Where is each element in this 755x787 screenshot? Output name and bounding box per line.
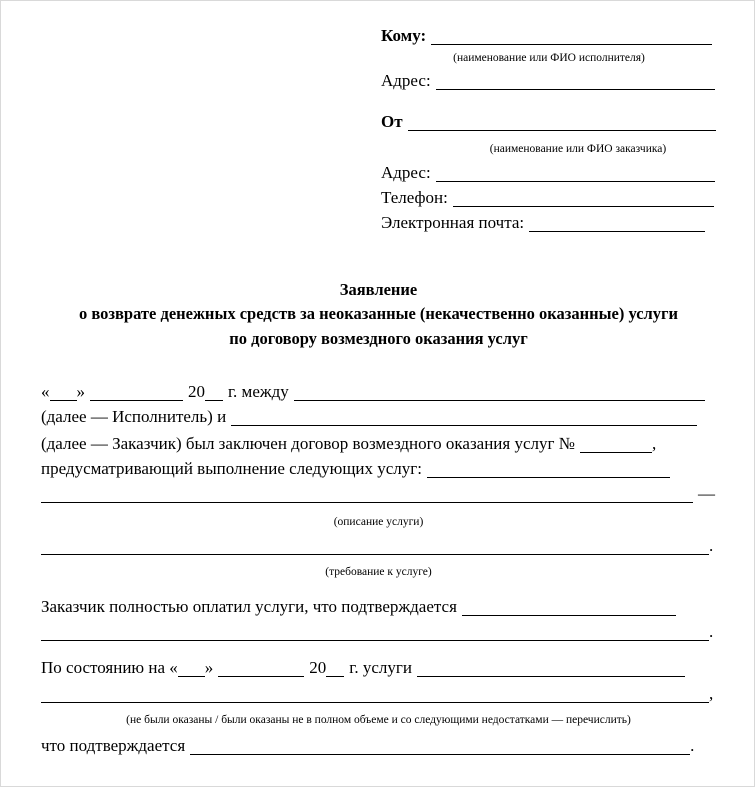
line6-period: . [709, 536, 714, 555]
address2-blank [436, 166, 715, 182]
email-row [381, 213, 705, 233]
contract-text: (далее — Заказчик) был заключен договор возмездного оказания услуг № [41, 434, 575, 453]
body-line-3 [41, 434, 656, 454]
confirmed-text: что подтверждается [41, 736, 186, 755]
services-blank [427, 462, 670, 478]
body-line-7 [41, 597, 676, 617]
body-line-11 [41, 736, 694, 756]
payment-proof-blank-2 [41, 625, 709, 641]
executor-blank [294, 385, 705, 401]
line-dash: — [698, 484, 715, 503]
line10-comma: , [709, 684, 714, 703]
executor-note: (далее — Исполнитель) и [41, 407, 227, 426]
deficiencies-blank [41, 687, 709, 703]
body-line-8 [41, 622, 713, 642]
from-row [381, 112, 716, 132]
confirmation-blank [190, 739, 690, 755]
document-subtitle-line1: о возврате денежных средств за неоказанные (некачественно оказанные) услуги [78, 304, 679, 323]
from-blank [408, 115, 716, 131]
services-intro: предусматривающий выполнение следующих услуг: [41, 459, 422, 478]
payment-text: Заказчик полностью оплатил услуги, что подтверждается [41, 597, 457, 616]
document-subtitle-line2: по договору возмездного оказания услуг [229, 329, 528, 348]
phone-row [381, 188, 714, 208]
phone-label: Телефон: [381, 188, 448, 207]
open-quote: « [41, 382, 50, 401]
year-blank [205, 385, 223, 401]
line11-period: . [690, 736, 695, 755]
contract-number-blank [580, 437, 652, 453]
month-blank-2 [218, 661, 304, 677]
body-line-2 [41, 407, 697, 427]
customer-blank [231, 410, 697, 426]
to-caption: (наименование или ФИО исполнителя) [453, 52, 645, 64]
as-of-text: По состоянию на « [41, 658, 178, 677]
services-status-text: г. услуги [349, 658, 412, 677]
document-title: Заявление [339, 280, 418, 299]
from-label: От [381, 112, 403, 131]
body-line-1 [41, 382, 705, 402]
year-prefix: 20 [188, 382, 205, 401]
body-line-10 [41, 684, 713, 704]
requirement-blank [41, 539, 709, 555]
close-quote-2: » [204, 658, 214, 677]
from-caption: (наименование или ФИО заказчика) [489, 143, 667, 155]
year-blank-2 [326, 661, 344, 677]
between-text: г. между [228, 382, 289, 401]
email-label: Электронная почта: [381, 213, 525, 232]
services-status-blank [417, 661, 685, 677]
status-caption: (не были оказаны / были оказаны не в полном объеме и со следующими недостатками — перечислить) [126, 714, 631, 726]
email-blank [529, 216, 705, 232]
to-blank [431, 29, 712, 45]
phone-blank [453, 191, 714, 207]
body-line-6 [41, 536, 713, 556]
service-description-blank [41, 487, 693, 503]
service-caption: (описание услуги) [333, 516, 424, 528]
address-blank [436, 74, 715, 90]
day-blank [50, 385, 77, 401]
line8-period: . [709, 622, 714, 641]
payment-proof-blank [462, 600, 676, 616]
body-line-4 [41, 459, 670, 479]
body-line-5 [41, 484, 715, 504]
year-prefix-2: 20 [309, 658, 327, 677]
close-quote: » [76, 382, 85, 401]
to-row [381, 26, 712, 46]
month-blank [90, 385, 183, 401]
address-row [381, 71, 715, 91]
requirement-caption: (требование к услуге) [325, 566, 432, 578]
body-line-9 [41, 658, 685, 678]
address2-row [381, 163, 715, 183]
address-label: Адрес: [381, 71, 431, 90]
contract-comma: , [651, 434, 657, 453]
to-label: Кому: [381, 26, 427, 45]
address2-label: Адрес: [381, 163, 431, 182]
day-blank-2 [178, 661, 205, 677]
